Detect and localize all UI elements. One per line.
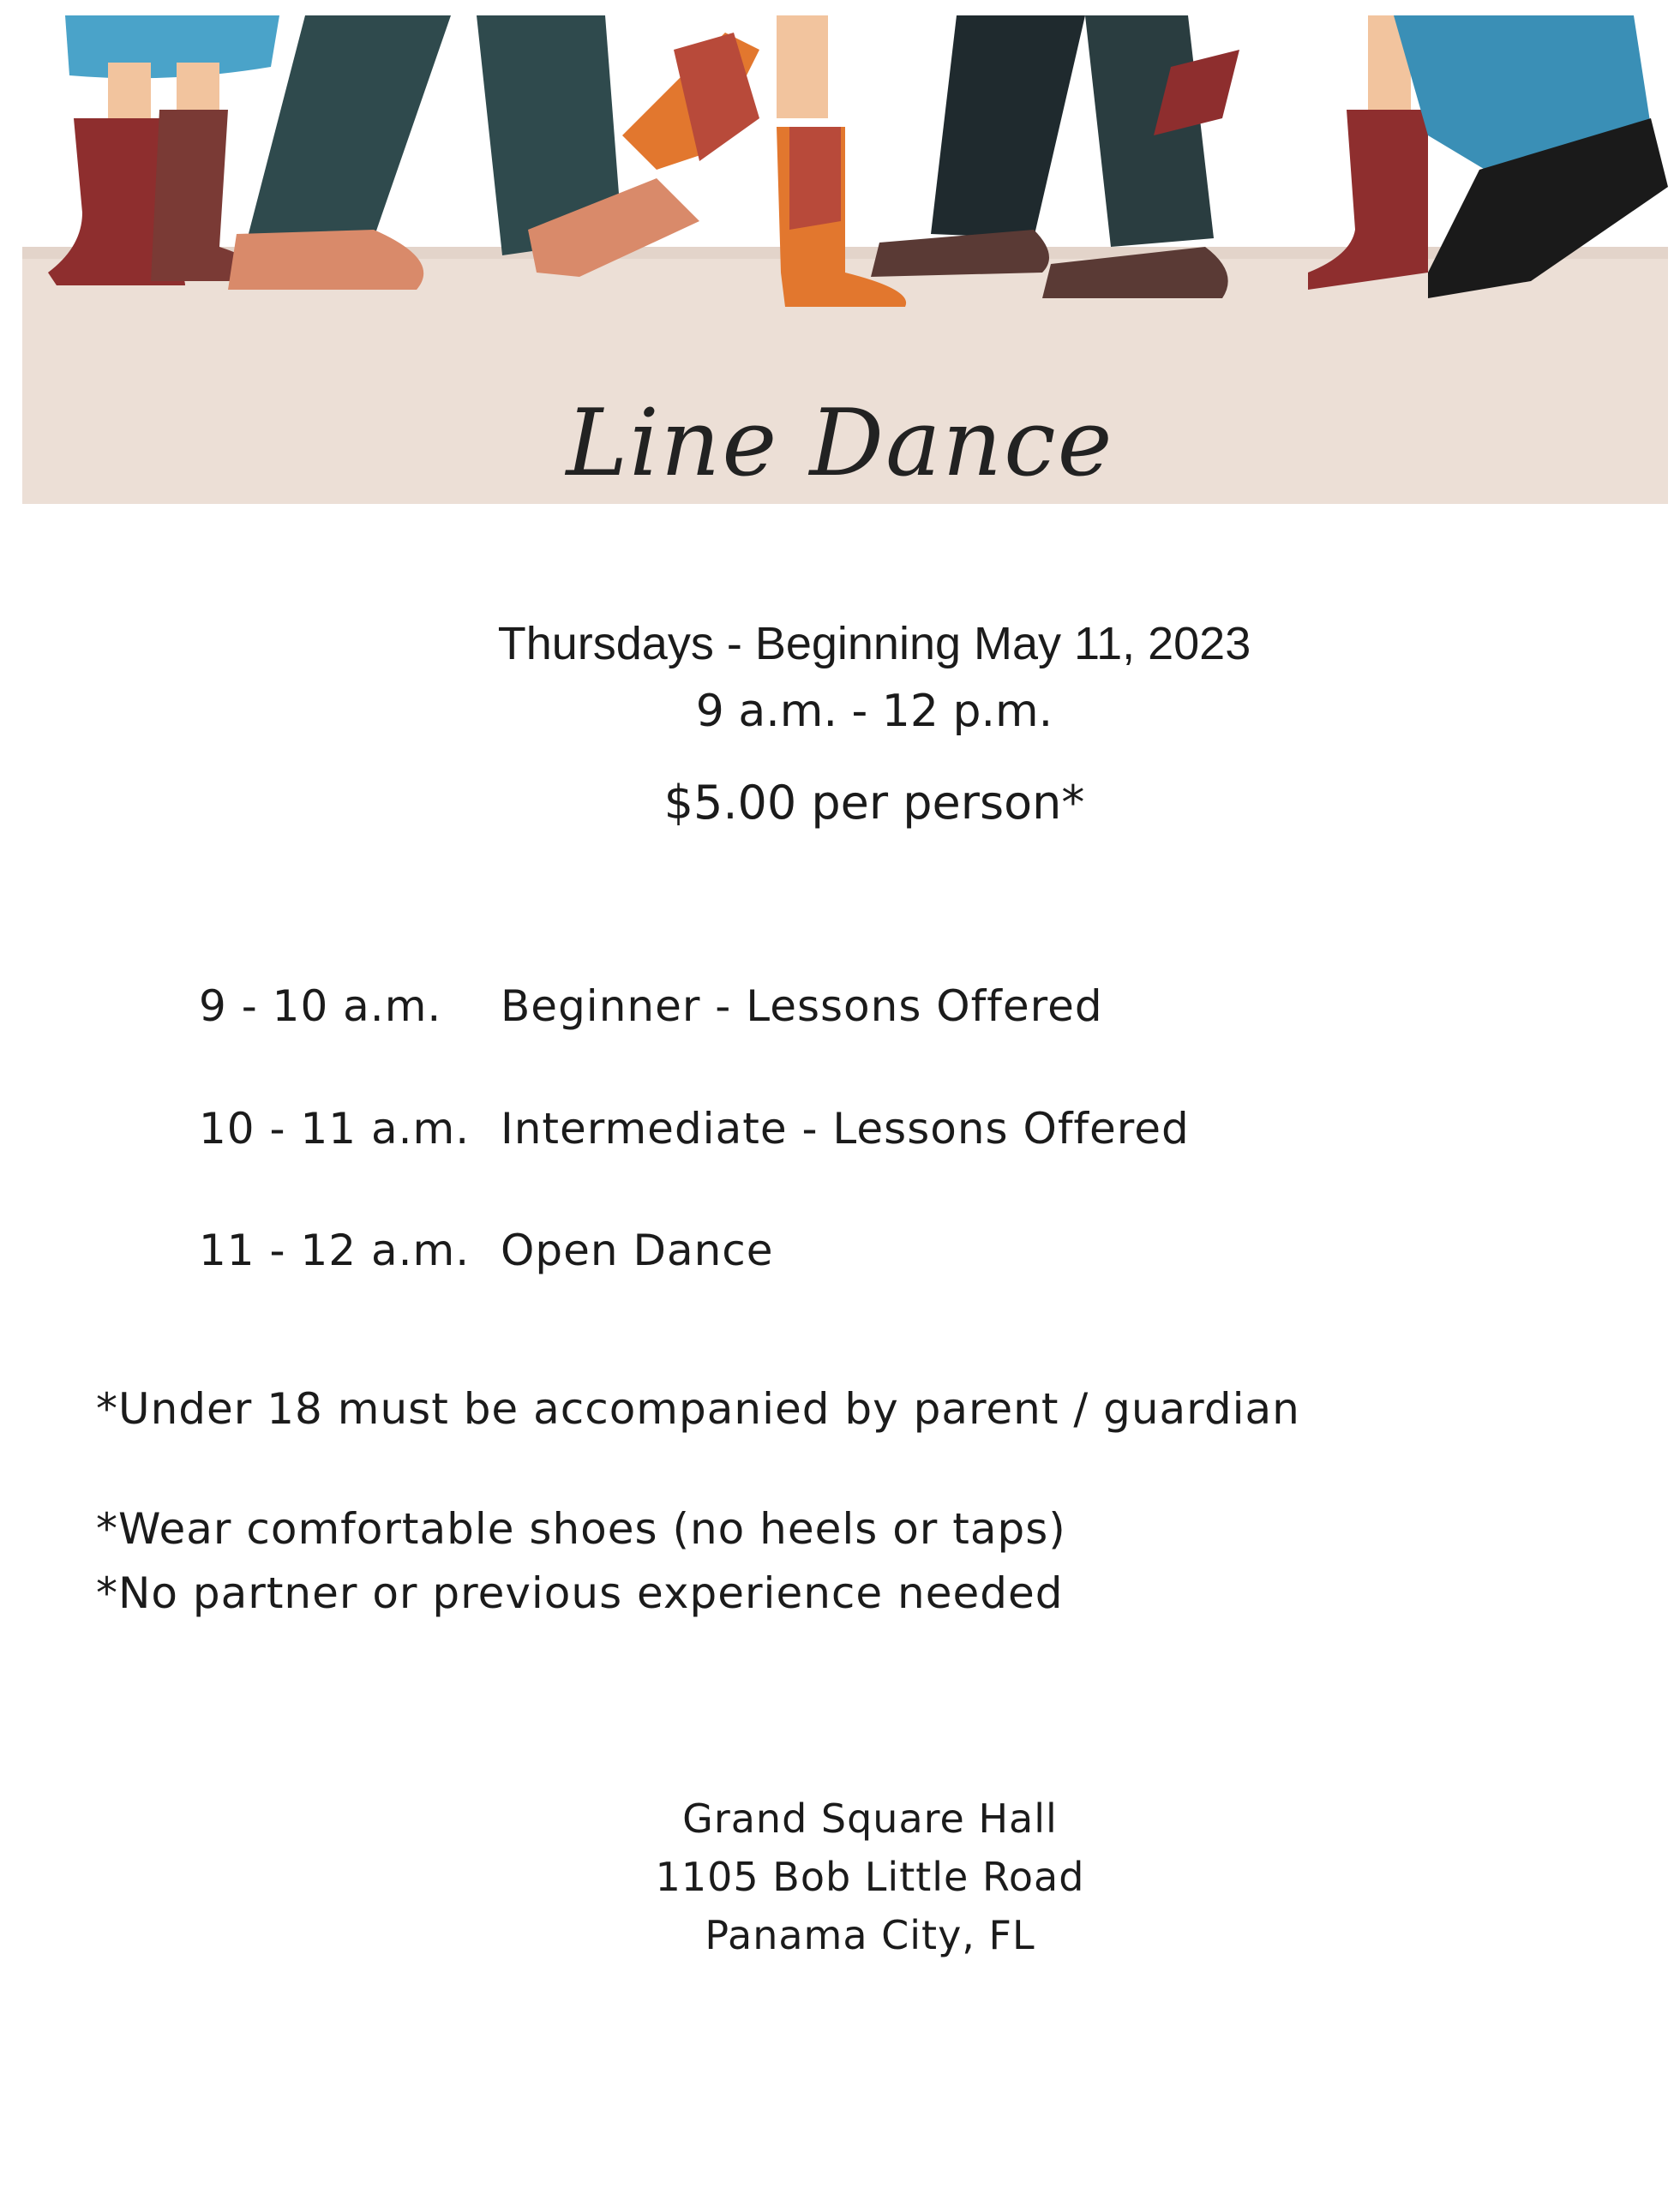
price-line: $5.00 per person*	[663, 776, 1085, 830]
page-title: Line Dance	[566, 390, 1114, 497]
venue-name: Grand Square Hall	[682, 1795, 1058, 1842]
session-row	[199, 1104, 1190, 1154]
session-row	[199, 981, 1103, 1031]
schedule-line: Thursdays - Beginning May 11, 2023	[497, 618, 1251, 669]
hours-line: 9 a.m. - 12 p.m.	[695, 686, 1053, 737]
session-label: Beginner - Lessons Offered	[501, 981, 1103, 1031]
session-time: 10 - 11 a.m.	[199, 1104, 471, 1154]
session-row	[199, 1226, 774, 1275]
venue-street: 1105 Bob Little Road	[655, 1854, 1085, 1900]
note-shoes: *Wear comfortable shoes (no heels or taps)	[96, 1504, 1066, 1554]
session-label: Open Dance	[501, 1226, 774, 1275]
note-partner: *No partner or previous experience needed	[96, 1568, 1064, 1618]
note-age: *Under 18 must be accompanied by parent / guardian	[96, 1384, 1300, 1434]
venue-city: Panama City, FL	[705, 1912, 1035, 1958]
session-time: 9 - 10 a.m.	[199, 981, 442, 1031]
session-time: 11 - 12 a.m.	[199, 1226, 471, 1275]
session-label: Intermediate - Lessons Offered	[501, 1104, 1190, 1154]
